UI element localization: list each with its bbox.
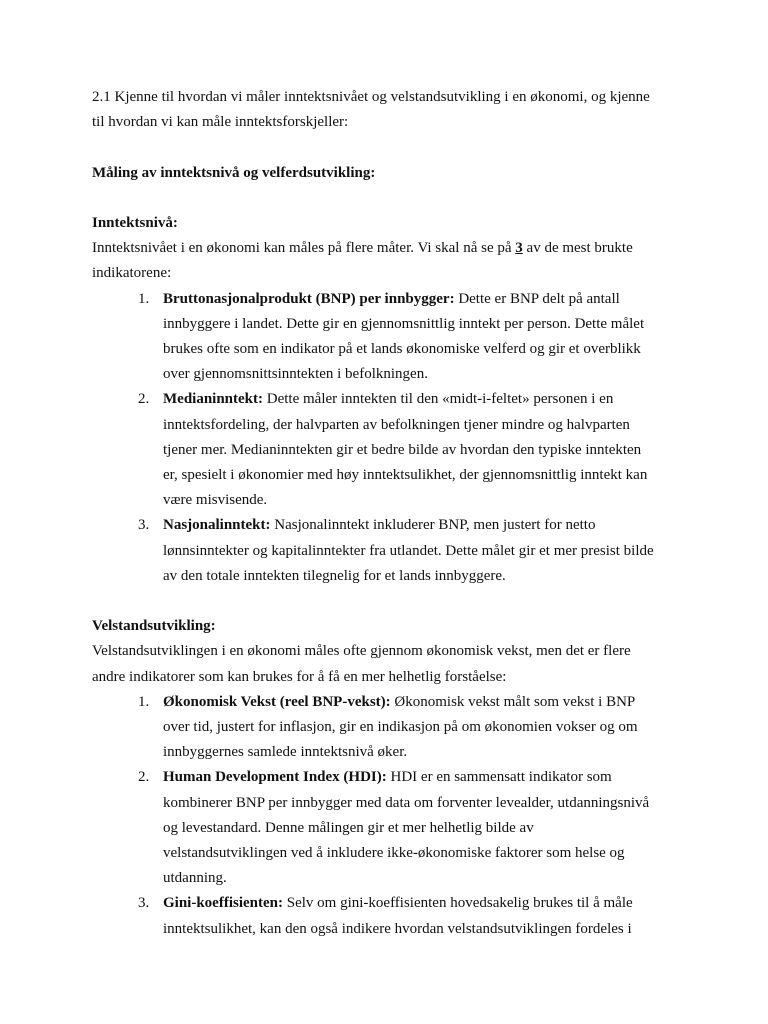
velstand-intro-line-2: andre indikatorer som kan brukes for å få en mer helhetlig forståelse: bbox=[92, 668, 507, 685]
list-item-line: være misvisende. bbox=[163, 492, 268, 509]
inntekt-intro-line-2: indikatorene: bbox=[92, 265, 172, 282]
list-item-line: brukes ofte som en indikator på et lands økonomiske velferd og gir et overblikk bbox=[163, 341, 641, 357]
list-item-text: HDI er en sammensatt indikator som bbox=[386, 769, 612, 786]
list-item-text: Selv om gini-koeffisienten hovedsakelig brukes til å måle bbox=[283, 895, 633, 912]
list-item-line: inntektsulikhet, kan den også indikere hvordan velstandsutviklingen fordeles i bbox=[163, 920, 632, 937]
list-item-line: inntektsfordeling, der halvparten av befolkningen tjener mindre og halvparten bbox=[163, 416, 630, 433]
list-item-line: tjener mer. Medianinntekten gir et bedre bilde av hvordan den typiske inntekten bbox=[163, 441, 642, 458]
list-item-text: Dette måler inntekten til den «midt-i-feltet» personen i en bbox=[263, 391, 614, 408]
list-item-text: Dette er BNP delt på antall bbox=[454, 290, 620, 307]
inntekt-list bbox=[92, 287, 682, 589]
list-item-line: lønnsinntekter og kapitalinntekter fra utlandet. Dette målet gir et mer presist bilde bbox=[163, 542, 654, 559]
list-item bbox=[92, 287, 682, 388]
inntekt-intro-text-a: Inntektsnivået i en økonomi kan måles på flere måter. Vi skal nå se på bbox=[92, 240, 516, 257]
main-heading: Måling av inntektsnivå og velferdsutvikling: bbox=[92, 164, 376, 181]
list-item-term: Human Development Index (HDI): bbox=[163, 769, 387, 786]
inntekt-intro-text-b: av de mest brukte bbox=[522, 240, 633, 257]
list-item-number: 3. bbox=[138, 517, 150, 534]
list-item-line: kombinerer BNP per innbygger med data om forventer levealder, utdanningsnivå bbox=[163, 794, 650, 811]
list-item-line: over gjennomsnittsinntekten i befolkningen. bbox=[163, 366, 428, 383]
intro-line-1: 2.1 Kjenne til hvordan vi måler inntektsnivået og velstandsutvikling i en økonomi, og kjenne bbox=[92, 89, 650, 105]
list-item-term: Økonomisk Vekst (reel BNP-vekst): bbox=[163, 693, 391, 710]
list-item-line bbox=[163, 287, 682, 312]
list-item-number: 1. bbox=[138, 693, 150, 710]
inntekt-intro-line-1 bbox=[92, 236, 682, 261]
inntekt-heading: Inntektsnivå: bbox=[92, 214, 178, 231]
list-item-number: 1. bbox=[138, 290, 150, 307]
list-item-line: og levestandard. Denne målingen gir et mer helhetlig bilde av bbox=[163, 819, 534, 836]
list-item-line: av den totale inntekten tilegnelig for et lands innbyggere. bbox=[163, 567, 506, 584]
list-item-line: over tid, justert for inflasjon, gir en indikasjon på om økonomien vokser og om bbox=[163, 719, 638, 736]
list-item-text: Nasjonalinntekt inkluderer BNP, men justert for netto bbox=[270, 517, 596, 534]
list-item-term: Medianinntekt: bbox=[163, 391, 264, 408]
inntekt-intro-number: 3 bbox=[515, 240, 523, 257]
list-item-line: innbyggere i landet. Dette gir en gjennomsnittlig inntekt per person. Dette målet bbox=[163, 315, 645, 332]
list-item-line bbox=[163, 690, 682, 715]
document-page bbox=[92, 85, 682, 942]
list-item-term: Nasjonalinntekt: bbox=[163, 517, 271, 534]
list-item-number: 2. bbox=[138, 769, 150, 786]
list-item-line bbox=[163, 891, 682, 916]
list-item-line bbox=[163, 387, 682, 412]
list-item-term: Gini-koeffisienten: bbox=[163, 895, 283, 912]
velstand-heading: Velstandsutvikling: bbox=[92, 618, 216, 635]
list-item-number: 3. bbox=[138, 895, 150, 912]
list-item bbox=[92, 387, 682, 513]
velstand-intro-line-1: Velstandsutviklingen i en økonomi måles ofte gjennom økonomisk vekst, men det er flere bbox=[92, 643, 631, 660]
list-item bbox=[92, 690, 682, 766]
velstand-list bbox=[92, 690, 682, 942]
intro-line-2: til hvordan vi kan måle inntektsforskjeller: bbox=[92, 114, 349, 131]
list-item-line: er, spesielt i økonomier med høy inntektsulikhet, der gjennomsnittlig inntekt kan bbox=[163, 467, 648, 484]
list-item-line: velstandsutviklingen ved å inkludere ikke-økonomiske faktorer som helse og bbox=[163, 845, 625, 862]
list-item-line: utdanning. bbox=[163, 870, 227, 887]
list-item bbox=[92, 891, 682, 941]
list-item-number: 2. bbox=[138, 391, 150, 408]
list-item-term: Bruttonasjonalprodukt (BNP) per innbygger: bbox=[163, 290, 455, 307]
list-item-line: innbyggernes samlede inntektsnivå øker. bbox=[163, 744, 408, 761]
list-item-line bbox=[163, 513, 682, 538]
list-item-line bbox=[163, 765, 682, 790]
list-item bbox=[92, 765, 682, 891]
list-item-text: Økonomisk vekst målt som vekst i BNP bbox=[390, 693, 636, 710]
list-item bbox=[92, 513, 682, 589]
